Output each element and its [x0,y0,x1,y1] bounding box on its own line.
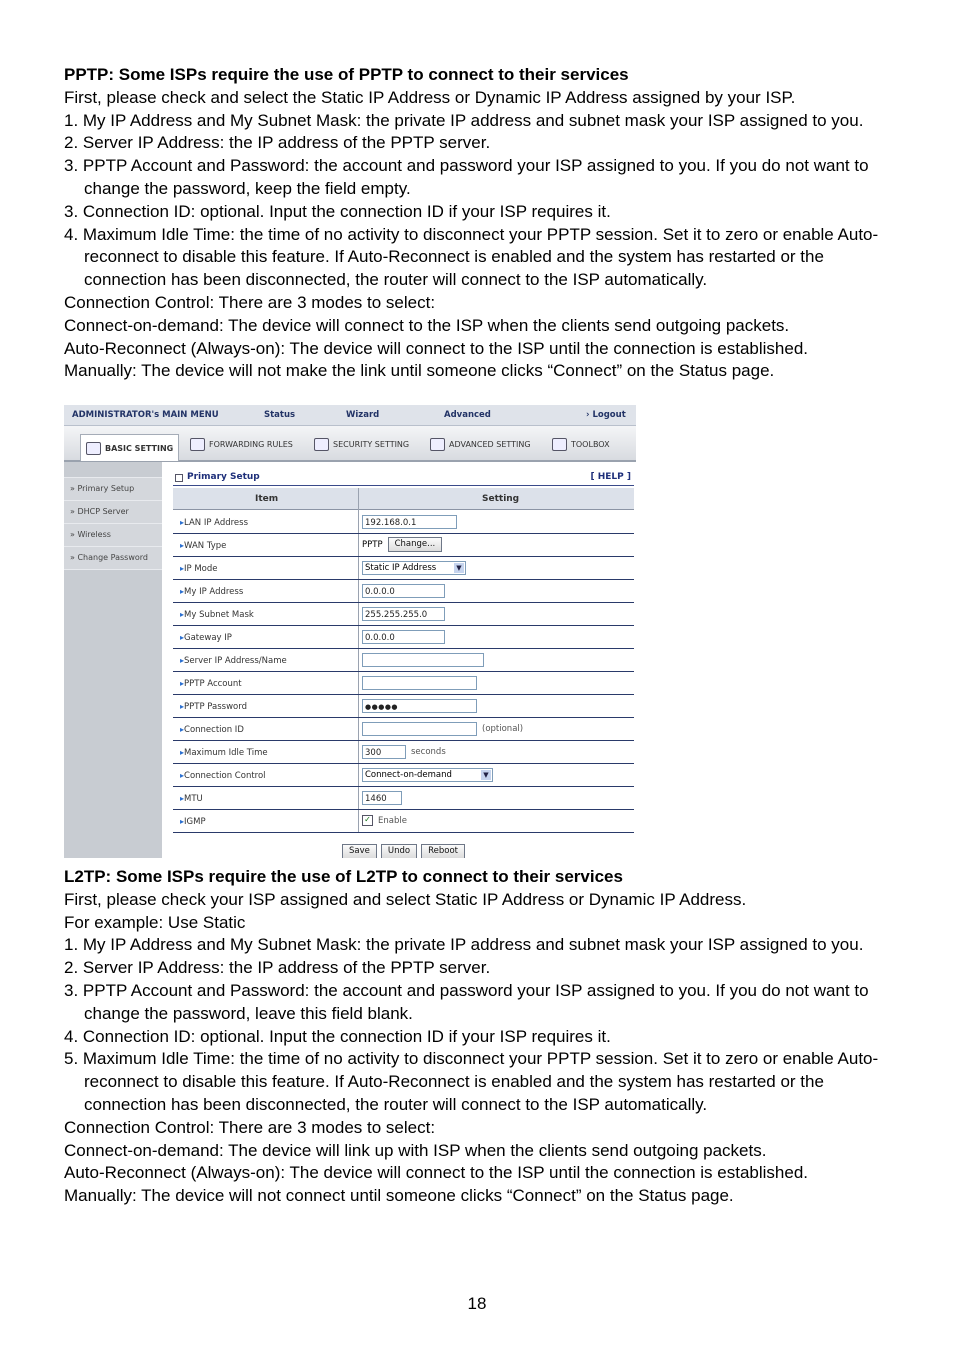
sidebar-item-wireless[interactable]: » Wireless [64,524,162,547]
row-label: ▸ Gateway IP [180,633,232,643]
chevron-down-icon: ▼ [481,770,491,780]
help-link[interactable]: [ HELP ] [590,472,631,482]
l2tp-example: For example: Use Static [64,912,246,932]
my-ip-input[interactable]: 0.0.0.0 [362,584,445,598]
tab-label: BASIC SETTING [105,443,174,453]
connection-control-value: Connect-on-demand [365,769,452,780]
tab-label: FORWARDING RULES [209,439,293,449]
reboot-button[interactable]: Reboot [421,844,465,858]
row-label: ▸ Maximum Idle Time [180,748,268,758]
row-label: ▸ WAN Type [180,541,226,551]
toolbox-icon [552,438,567,451]
chevron-down-icon: ▼ [454,563,464,573]
forwarding-icon [190,438,205,451]
advanced-icon [430,438,445,451]
panel-title-bar [173,469,634,486]
l2tp-item: 1. My IP Address and My Subnet Mask: the private IP address and subnet mask your ISP assigned to you. [64,935,864,955]
l2tp-item: 4. Connection ID: optional. Input the connection ID if your ISP requires it. [64,1026,611,1046]
ip-mode-value: Static IP Address [365,562,437,573]
menu-status[interactable]: Status [264,410,296,420]
table-row [173,740,634,764]
top-menu-bar [64,405,636,426]
table-row [173,694,634,718]
save-button[interactable]: Save [342,844,377,858]
table-row [173,625,634,649]
sidebar [64,462,162,858]
enable-label: Enable [378,815,407,826]
igmp-checkbox[interactable]: ✓ [362,815,373,826]
table-header [173,488,634,510]
l2tp-intro: First, please check your ISP assigned and select Static IP Address or Dynamic IP Address. [64,889,747,909]
seconds-unit: seconds [411,746,446,757]
pptp-intro: First, please check and select the Static IP Address or Dynamic IP Address assigned by your ISP. [64,87,796,107]
pptp-mode: Auto-Reconnect (Always-on): The device will connect to the ISP until the connection is established. [64,338,808,358]
primary-setup-panel [173,469,636,858]
l2tp-mode: Connect-on-demand: The device will link up with ISP when the clients send outgoing packets. [64,1140,767,1160]
tab-toolbox[interactable] [552,433,610,455]
table-row [173,763,634,787]
table-row [173,556,634,580]
table-row [173,786,634,810]
table-row [173,510,634,534]
pptp-control-title: Connection Control: There are 3 modes to select: [64,292,436,312]
tab-label: ADVANCED SETTING [449,439,531,449]
l2tp-section [64,866,899,1208]
table-row [173,579,634,603]
l2tp-item: 2. Server IP Address: the IP address of the PPTP server. [64,958,491,978]
row-label: ▸ IP Mode [180,564,218,574]
row-label: ▸ Connection ID [180,725,244,735]
row-label: ▸ MTU [180,794,203,804]
pptp-item: 2. Server IP Address: the IP address of the PPTP server. [64,133,491,153]
menu-advanced[interactable]: Advanced [444,410,491,420]
menu-wizard[interactable]: Wizard [346,410,380,420]
l2tp-control-title: Connection Control: There are 3 modes to select: [64,1117,436,1137]
mtu-input[interactable]: 1460 [362,791,402,805]
table-row [173,533,634,557]
tab-advanced-setting[interactable] [430,433,531,455]
connection-control-select[interactable] [362,768,493,782]
l2tp-item: 5. Maximum Idle Time: the time of no activity to disconnect your PPTP session. Set it to zero or enable Auto-reconnect to disable this feature. If Auto-Reconnect is enabled and the system has restarted or the connection has been disconnected, the router will connect to the ISP automatically. [64,1049,879,1114]
row-label: ▸ LAN IP Address [180,518,248,528]
panel-title: Primary Setup [187,472,260,482]
pptp-mode: Manually: The device will not make the link until someone clicks “Connect” on the Status page. [64,361,775,381]
pptp-item: 1. My IP Address and My Subnet Mask: the private IP address and subnet mask your ISP assigned to you. [64,110,864,130]
pptp-section [64,64,899,383]
gateway-ip-input[interactable]: 0.0.0.0 [362,630,445,644]
tab-label: SECURITY SETTING [333,439,410,449]
server-ip-input[interactable] [362,653,484,667]
pptp-account-input[interactable] [362,676,477,690]
optional-note: (optional) [482,723,524,734]
sidebar-item-primary-setup[interactable]: » Primary Setup [64,477,162,501]
page-number: 18 [467,1294,487,1313]
table-row [173,809,634,833]
wan-type-value: PPTP [362,539,383,550]
lan-ip-input[interactable]: 192.168.0.1 [362,515,457,529]
row-label: ▸ PPTP Account [180,679,242,689]
button-bar [173,844,634,858]
subnet-mask-input[interactable]: 255.255.255.0 [362,607,445,621]
admin-menu-label: ADMINISTRATOR's MAIN MENU [72,410,219,420]
pptp-password-input[interactable]: ●●●●● [362,699,477,713]
basic-setting-icon [86,442,101,455]
menu-logout[interactable]: › Logout [586,410,626,420]
l2tp-heading: L2TP: Some ISPs require the use of L2TP to connect to their services [64,867,623,886]
panel-square-icon [175,474,183,482]
pptp-heading: PPTP: Some ISPs require the use of PPTP to connect to their services [64,65,629,84]
pptp-mode: Connect-on-demand: The device will connect to the ISP when the clients send outgoing packets. [64,315,790,335]
row-label: ▸ PPTP Password [180,702,247,712]
col-setting: Setting [482,494,520,504]
tab-basic-setting[interactable] [80,434,179,461]
sidebar-item-change-password[interactable]: » Change Password [64,547,162,570]
l2tp-mode: Auto-Reconnect (Always-on): The device will connect to the ISP until the connection is established. [64,1163,808,1183]
row-label: ▸ Connection Control [180,771,266,781]
router-screenshot [64,405,636,858]
row-label: ▸ IGMP [180,817,206,827]
tab-label: TOOLBOX [571,439,610,449]
table-row [173,671,634,695]
row-label: ▸ My Subnet Mask [180,610,254,620]
col-item: Item [255,494,279,504]
pptp-item: 3. PPTP Account and Password: the account and password your ISP assigned to you. If you do not want to change the password, keep the field empty. [64,156,869,198]
undo-button[interactable]: Undo [381,844,417,858]
row-label: ▸ Server IP Address/Name [180,656,287,666]
connection-id-input[interactable] [362,722,477,736]
l2tp-item: 3. PPTP Account and Password: the account and password your ISP assigned to you. If you do not want to change the password, leave this field blank. [64,980,869,1023]
sidebar-item-dhcp-server[interactable]: » DHCP Server [64,501,162,524]
table-row [173,717,634,741]
table-row [173,602,634,626]
tab-forwarding-rules[interactable] [190,433,293,455]
change-button[interactable]: Change... [388,537,443,552]
l2tp-mode: Manually: The device will not connect until someone clicks “Connect” on the Status page. [64,1186,734,1206]
security-icon [314,438,329,451]
pptp-item: 4. Maximum Idle Time: the time of no activity to disconnect your PPTP session. Set it to zero or enable Auto-reconnect to disable this feature. If Auto-Reconnect is enabled and the system has restarted or the connection has been disconnected, the router will connect to the ISP automatically. [64,224,879,290]
pptp-item: 3. Connection ID: optional. Input the connection ID if your ISP requires it. [64,201,611,221]
table-row [173,648,634,672]
ip-mode-select[interactable] [362,561,466,575]
tab-bar [64,426,636,462]
tab-security-setting[interactable] [314,433,409,455]
idle-time-input[interactable]: 300 [362,745,406,759]
row-label: ▸ My IP Address [180,587,243,597]
